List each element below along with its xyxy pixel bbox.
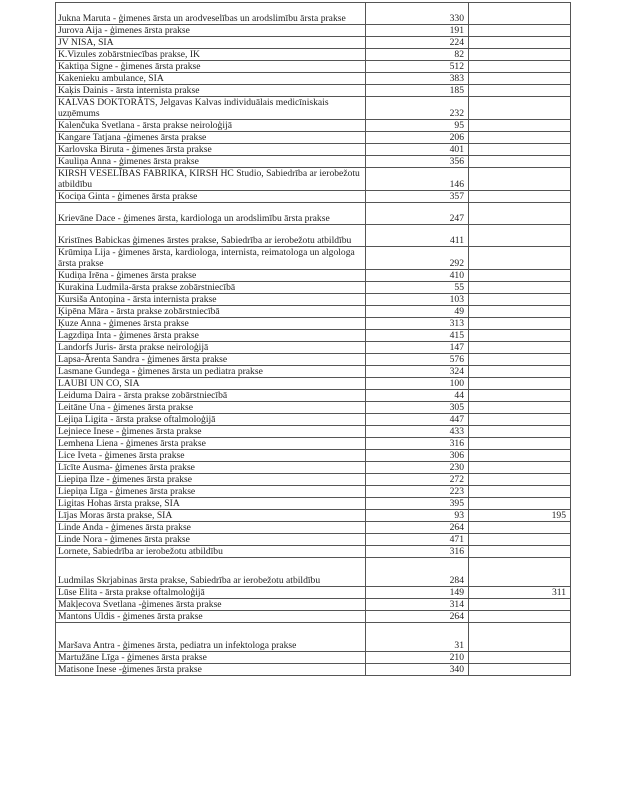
value-col-2	[469, 378, 571, 390]
value-col-1: 264	[366, 522, 469, 534]
practice-name: Kociņa Ginta - ģimenes ārsta prakse	[56, 191, 366, 203]
practice-name: Ķuze Anna - ģimenes ārsta prakse	[56, 318, 366, 330]
value-col-2	[469, 623, 571, 652]
practice-name: Ķipēna Māra - ārsta prakse zobārstniecībā	[56, 306, 366, 318]
practice-name: Lice Iveta - ģimenes ārsta prakse	[56, 450, 366, 462]
value-col-2: 195	[469, 510, 571, 522]
value-col-2	[469, 546, 571, 558]
practice-name: Lagzdiņa Inta - ģimenes ārsta prakse	[56, 330, 366, 342]
value-col-2	[469, 450, 571, 462]
value-col-2	[469, 426, 571, 438]
value-col-1: 146	[366, 168, 469, 191]
value-col-1: 316	[366, 546, 469, 558]
value-col-2	[469, 49, 571, 61]
value-col-2	[469, 73, 571, 85]
value-col-1: 471	[366, 534, 469, 546]
table-row	[56, 247, 571, 270]
table-row	[56, 534, 571, 546]
table-row	[56, 203, 571, 225]
value-col-2	[469, 438, 571, 450]
table-row	[56, 225, 571, 247]
table-row	[56, 486, 571, 498]
value-col-2	[469, 25, 571, 37]
value-col-1: 512	[366, 61, 469, 73]
value-col-2	[469, 522, 571, 534]
practice-name: LAUBI UN CO, SIA	[56, 378, 366, 390]
value-col-2	[469, 120, 571, 132]
value-col-1: 206	[366, 132, 469, 144]
table-row	[56, 366, 571, 378]
value-col-2	[469, 156, 571, 168]
practice-name: Maršava Antra - ģimenes ārsta, pediatra un infektologa prakse	[56, 623, 366, 652]
value-col-1: 103	[366, 294, 469, 306]
value-col-2: 311	[469, 587, 571, 599]
value-col-2	[469, 132, 571, 144]
value-col-2	[469, 611, 571, 623]
value-col-1: 340	[366, 664, 469, 676]
practice-name: Matisone Inese -ģimenes ārsta prakse	[56, 664, 366, 676]
value-col-1: 306	[366, 450, 469, 462]
value-col-2	[469, 203, 571, 225]
value-col-1: 100	[366, 378, 469, 390]
table-row	[56, 25, 571, 37]
practice-name: Kaķis Dainis - ārsta internista prakse	[56, 85, 366, 97]
practice-name: Lasmane Gundega - ģimenes ārsta un pediatra prakse	[56, 366, 366, 378]
table-row	[56, 354, 571, 366]
practice-name: Martužāne Līga - ģimenes ārsta prakse	[56, 652, 366, 664]
practice-name: Linde Anda - ģimenes ārsta prakse	[56, 522, 366, 534]
value-col-2	[469, 599, 571, 611]
table-row	[56, 168, 571, 191]
table-row	[56, 378, 571, 390]
practice-name: Lejiņa Ligita - ārsta prakse oftalmoloģijā	[56, 414, 366, 426]
value-col-1: 147	[366, 342, 469, 354]
practice-name: Krūmiņa Lija - ģimenes ārsta, kardiologa, internista, reimatologa un algologa ārsta prakse	[56, 247, 366, 270]
value-col-1: 31	[366, 623, 469, 652]
value-col-1: 383	[366, 73, 469, 85]
table-row	[56, 510, 571, 522]
practice-name: Lornete, Sabiedrība ar ierobežotu atbildību	[56, 546, 366, 558]
value-col-1: 330	[366, 3, 469, 25]
table-row	[56, 402, 571, 414]
value-col-1: 247	[366, 203, 469, 225]
practice-name: Karlovska Biruta - ģimenes ārsta prakse	[56, 144, 366, 156]
value-col-2	[469, 282, 571, 294]
value-col-2	[469, 37, 571, 49]
value-col-1: 149	[366, 587, 469, 599]
practice-name: KALVAS DOKTORĀTS, Jelgavas Kalvas individuālais medicīniskais uzņēmums	[56, 97, 366, 120]
table-row	[56, 522, 571, 534]
value-col-1: 314	[366, 599, 469, 611]
table-row	[56, 270, 571, 282]
table-row	[56, 462, 571, 474]
value-col-1: 447	[366, 414, 469, 426]
value-col-1: 305	[366, 402, 469, 414]
practice-name: Mantons Uldis - ģimenes ārsta prakse	[56, 611, 366, 623]
table-row	[56, 558, 571, 587]
value-col-2	[469, 498, 571, 510]
value-col-2	[469, 664, 571, 676]
table-row	[56, 611, 571, 623]
table-row	[56, 191, 571, 203]
value-col-2	[469, 247, 571, 270]
practice-name: Kakenieku ambulance, SIA	[56, 73, 366, 85]
practice-name: KIRSH VESELĪBAS FABRIKA, KIRSH HC Studio, Sabiedrība ar ierobežotu atbildību	[56, 168, 366, 191]
value-col-1: 93	[366, 510, 469, 522]
value-col-2	[469, 85, 571, 97]
value-col-2	[469, 144, 571, 156]
table-row	[56, 3, 571, 25]
table-row	[56, 426, 571, 438]
practice-name: Kudiņa Irēna - ģimenes ārsta prakse	[56, 270, 366, 282]
practice-name: Kursiša Antoņina - ārsta internista prakse	[56, 294, 366, 306]
value-col-2	[469, 474, 571, 486]
practice-name: Kalenčuka Svetlana - ārsta prakse neiroloģijā	[56, 120, 366, 132]
table-row	[56, 450, 571, 462]
practice-name: Kaktiņa Signe - ģimenes ārsta prakse	[56, 61, 366, 73]
value-col-1: 272	[366, 474, 469, 486]
table-row	[56, 599, 571, 611]
table-row	[56, 120, 571, 132]
value-col-2	[469, 486, 571, 498]
table-row	[56, 498, 571, 510]
value-col-2	[469, 462, 571, 474]
practice-name: Lūse Elita - ārsta prakse oftalmoloģijā	[56, 587, 366, 599]
table-row	[56, 97, 571, 120]
table-row	[56, 330, 571, 342]
table-row	[56, 390, 571, 402]
table-row	[56, 294, 571, 306]
table-row	[56, 474, 571, 486]
value-col-1: 284	[366, 558, 469, 587]
value-col-1: 210	[366, 652, 469, 664]
value-col-1: 223	[366, 486, 469, 498]
value-col-1: 224	[366, 37, 469, 49]
value-col-1: 401	[366, 144, 469, 156]
practice-name: Krievāne Dace - ģimenes ārsta, kardiologa un arodslimību ārsta prakse	[56, 203, 366, 225]
value-col-1: 191	[366, 25, 469, 37]
value-col-2	[469, 3, 571, 25]
table-row	[56, 438, 571, 450]
table-row	[56, 85, 571, 97]
value-col-1: 356	[366, 156, 469, 168]
value-col-2	[469, 97, 571, 120]
table-row	[56, 37, 571, 49]
table-row	[56, 132, 571, 144]
value-col-1: 82	[366, 49, 469, 61]
value-col-1: 49	[366, 306, 469, 318]
table-row	[56, 664, 571, 676]
value-col-1: 415	[366, 330, 469, 342]
practice-name: Līcīte Ausma- ģimenes ārsta prakse	[56, 462, 366, 474]
value-col-2	[469, 354, 571, 366]
value-col-1: 316	[366, 438, 469, 450]
value-col-1: 185	[366, 85, 469, 97]
value-col-1: 232	[366, 97, 469, 120]
practice-name: Jukna Maruta - ģimenes ārsta un arodveselības un arodslimību ārsta prakse	[56, 3, 366, 25]
value-col-1: 411	[366, 225, 469, 247]
table-row	[56, 49, 571, 61]
practice-name: Lījas Moras ārsta prakse, SIA	[56, 510, 366, 522]
table-row	[56, 652, 571, 664]
practice-name: Lapsa-Ārenta Sandra - ģimenes ārsta prakse	[56, 354, 366, 366]
value-col-1: 55	[366, 282, 469, 294]
value-col-1: 357	[366, 191, 469, 203]
table-row	[56, 156, 571, 168]
practice-name: Leitāne Una - ģimenes ārsta prakse	[56, 402, 366, 414]
value-col-2	[469, 342, 571, 354]
practice-name: Leiduma Daira - ārsta prakse zobārstniecībā	[56, 390, 366, 402]
value-col-1: 324	[366, 366, 469, 378]
table-row	[56, 282, 571, 294]
practices-table	[55, 2, 571, 676]
practice-name: Lemhena Liena - ģimenes ārsta prakse	[56, 438, 366, 450]
practice-name: Landorfs Juris- ārsta prakse neiroloģijā	[56, 342, 366, 354]
value-col-2	[469, 191, 571, 203]
value-col-1: 264	[366, 611, 469, 623]
value-col-1: 576	[366, 354, 469, 366]
value-col-2	[469, 168, 571, 191]
value-col-2	[469, 402, 571, 414]
practice-name: Ludmilas Skrjabinas ārsta prakse, Sabiedrība ar ierobežotu atbildību	[56, 558, 366, 587]
value-col-1: 433	[366, 426, 469, 438]
value-col-2	[469, 414, 571, 426]
value-col-2	[469, 534, 571, 546]
value-col-2	[469, 225, 571, 247]
practice-name: Liepiņa Ilze - ģimenes ārsta prakse	[56, 474, 366, 486]
table-row	[56, 546, 571, 558]
table-row	[56, 587, 571, 599]
practice-name: Kangare Tatjana -ģimenes ārsta prakse	[56, 132, 366, 144]
practice-name: Linde Nora - ģimenes ārsta prakse	[56, 534, 366, 546]
table-row	[56, 144, 571, 156]
value-col-2	[469, 294, 571, 306]
table-row	[56, 306, 571, 318]
practice-name: Kurakina Ludmila-ārsta prakse zobārstniecībā	[56, 282, 366, 294]
value-col-2	[469, 390, 571, 402]
table-row	[56, 61, 571, 73]
value-col-1: 44	[366, 390, 469, 402]
practice-name: K.Vizules zobārstniecības prakse, IK	[56, 49, 366, 61]
value-col-2	[469, 330, 571, 342]
value-col-1: 410	[366, 270, 469, 282]
table-row	[56, 414, 571, 426]
value-col-2	[469, 270, 571, 282]
value-col-2	[469, 652, 571, 664]
value-col-1: 395	[366, 498, 469, 510]
value-col-2	[469, 558, 571, 587]
table-row	[56, 73, 571, 85]
practice-name: Makļecova Svetlana -ģimenes ārsta prakse	[56, 599, 366, 611]
value-col-1: 292	[366, 247, 469, 270]
value-col-2	[469, 61, 571, 73]
practice-name: Liepiņa Līga - ģimenes ārsta prakse	[56, 486, 366, 498]
value-col-2	[469, 318, 571, 330]
practice-name: Jurova Aija - ģimenes ārsta prakse	[56, 25, 366, 37]
value-col-2	[469, 306, 571, 318]
value-col-1: 313	[366, 318, 469, 330]
value-col-1: 230	[366, 462, 469, 474]
practice-name: Kauliņa Anna - ģimenes ārsta prakse	[56, 156, 366, 168]
practice-name: Kristīnes Babickas ģimenes ārstes prakse, Sabiedrība ar ierobežotu atbildību	[56, 225, 366, 247]
practice-name: Lejniece Inese - ģimenes ārsta prakse	[56, 426, 366, 438]
practice-name: JV NISA, SIA	[56, 37, 366, 49]
value-col-2	[469, 366, 571, 378]
practices-table-body	[56, 3, 571, 676]
practice-name: Ligitas Hohas ārsta prakse, SIA	[56, 498, 366, 510]
table-row	[56, 318, 571, 330]
table-row	[56, 342, 571, 354]
value-col-1: 95	[366, 120, 469, 132]
table-row	[56, 623, 571, 652]
